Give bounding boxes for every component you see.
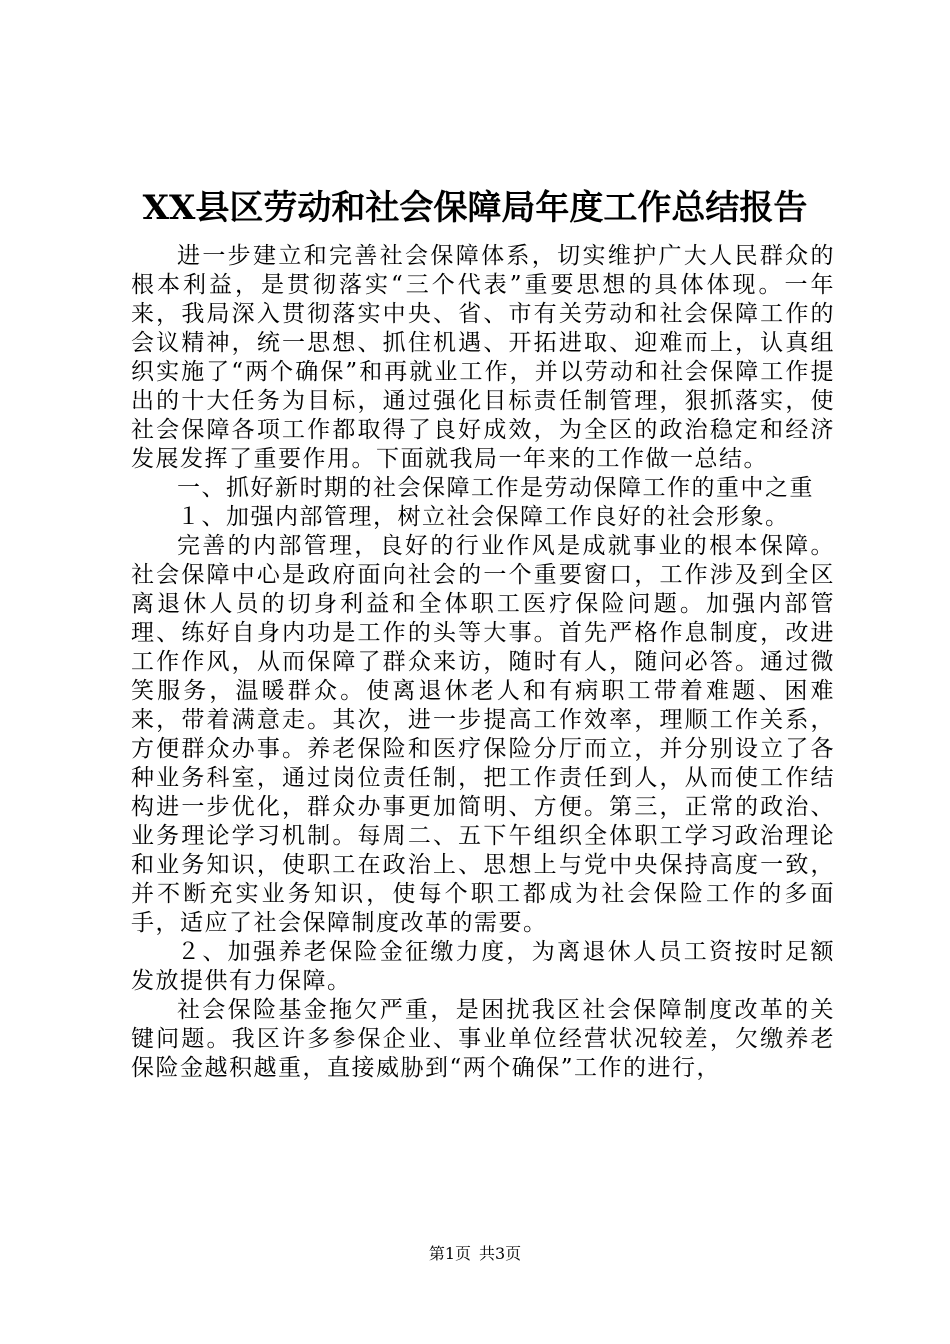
body-paragraph: 社会保险基金拖欠严重，是困扰我区社会保障制度改革的关键问题。我区许多参保企业、事业单位经营状况较差，欠缴养老保险金越积越重，直接威胁到“两个确保”工作的进行， [131,997,835,1081]
page-number: 第1页 [428,1244,471,1263]
page-footer [0,1243,950,1265]
subsection-heading-1: １、加强内部管理，树立社会保障工作良好的社会形象。 [177,504,790,530]
section-heading-1: 一、抓好新时期的社会保障工作是劳动保障工作的重中之重 [177,475,814,501]
intro-paragraph: 进一步建立和完善社会保障体系，切实维护广大人民群众的根本利益，是贯彻落实“三个代表”重要思想的具体体现。一年来，我局深入贯彻落实中央、省、市有关劳动和社会保障工作的会议精神，统一思想、抓住机遇、开拓进取、迎难而上，认真组织实施了“两个确保”和再就业工作，并以劳动和社会保障工作提出的十大任务为目标，通过强化目标责任制管理，狠抓落实，使社会保障各项工作都取得了良好成效，为全区的政治稳定和经济发展发挥了重要作用。下面就我局一年来的工作做一总结。 [131,243,835,472]
page-total: 共3页 [479,1244,522,1263]
body-paragraph: 完善的内部管理，良好的行业作风是成就事业的根本保障。社会保障中心是政府面向社会的一个重要窗口，工作涉及到全区离退休人员的切身利益和全体职工医疗保险问题。加强内部管理、练好自身内功是工作的头等大事。首先严格作息制度，改进工作作风，从而保障了群众来访，随时有人，随问必答。通过微笑服务，温暖群众。使离退休老人和有病职工带着难题、困难来，带着满意走。其次，进一步提高工作效率，理顺工作关系，方便群众办事。养老保险和医疗保险分厅而立，并分别设立了各种业务科室，通过岗位责任制，把工作责任到人，从而使工作结构进一步优化，群众办事更加简明、方便。第三，正常的政治、业务理论学习机制。每周二、五下午组织全体职工学习政治理论和业务知识，使职工在政治上、思想上与党中央保持高度一致，并不断充实业务知识，使每个职工都成为社会保险工作的多面手，适应了社会保障制度改革的需要。 [131,533,835,936]
document-body [131,242,835,1083]
document-title: XX县区劳动和社会保障局年度工作总结报告 [142,188,808,228]
subsection-heading-2: ２、加强养老保险金征缴力度，为离退休人员工资按时足额发放提供有力保障。 [131,939,835,994]
